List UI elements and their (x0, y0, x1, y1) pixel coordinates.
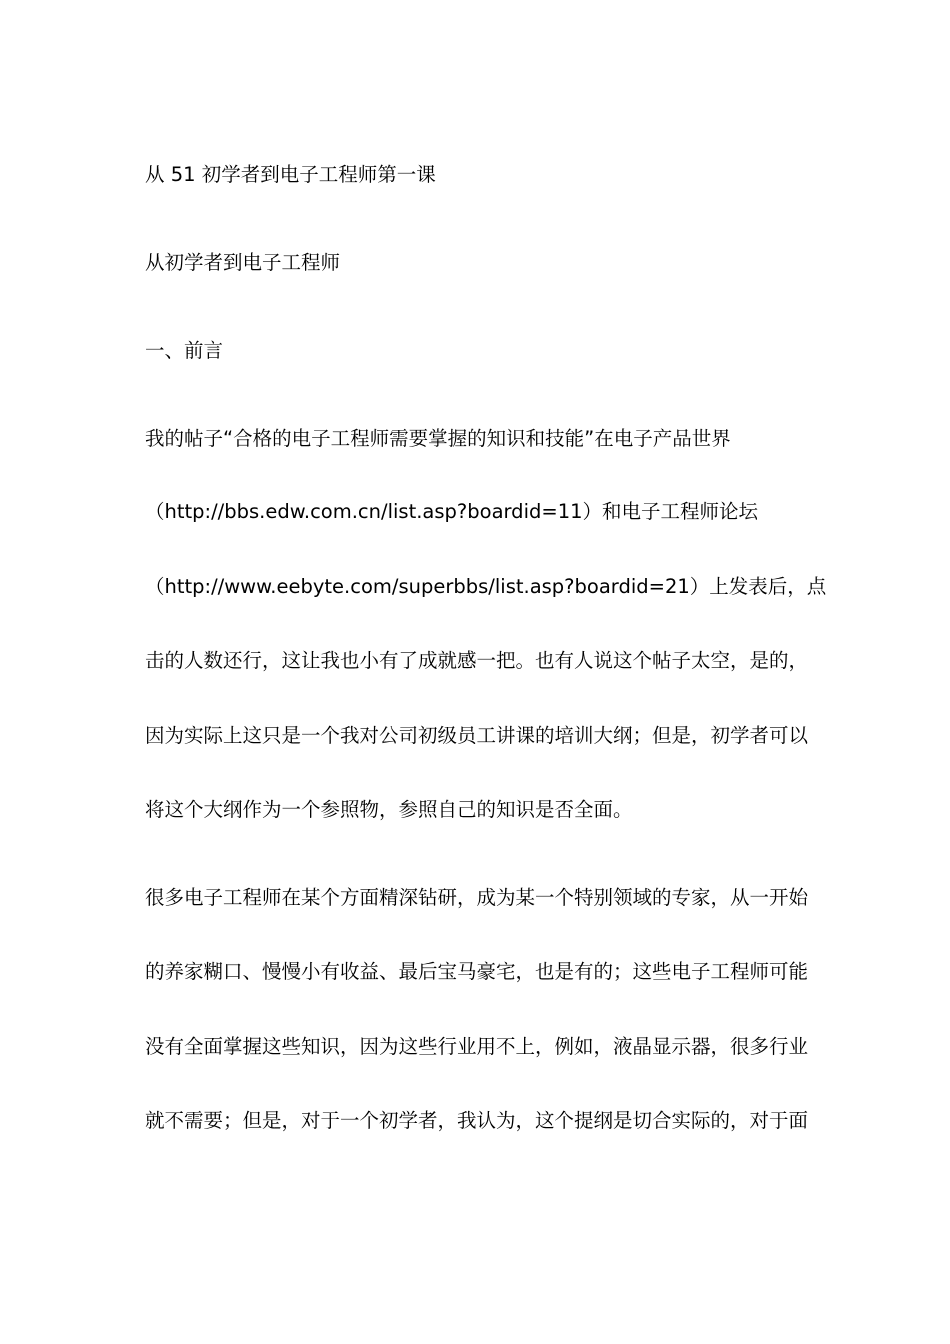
document-subtitle: 从初学者到电子工程师 (145, 251, 341, 274)
document-title: 从 51 初学者到电子工程师第一课 (145, 163, 436, 186)
paragraph-line: 没有全面掌握这些知识，因为这些行业用不上，例如，液晶显示器，很多行业 (145, 1035, 809, 1058)
paragraph-line: （http://www.eebyte.com/superbbs/list.asp?boardid=21）上发表后，点 (145, 575, 827, 598)
paragraph-line: 击的人数还行，这让我也小有了成就感一把。也有人说这个帖子太空，是的， (145, 649, 809, 672)
paragraph-line: 我的帖子“合格的电子工程师需要掌握的知识和技能”在电子产品世界 (145, 427, 731, 450)
paragraph-line: 因为实际上这只是一个我对公司初级员工讲课的培训大纲；但是，初学者可以 (145, 724, 809, 747)
paragraph-line: 的养家糊口、慢慢小有收益、最后宝马豪宅，也是有的；这些电子工程师可能 (145, 960, 809, 983)
paragraph-line: 很多电子工程师在某个方面精深钻研，成为某一个特别领域的专家，从一开始 (145, 886, 809, 909)
paragraph-line: 将这个大纲作为一个参照物，参照自己的知识是否全面。 (145, 798, 633, 821)
section-heading: 一、前言 (145, 339, 224, 362)
paragraph-line: （http://bbs.edw.com.cn/list.asp?boardid=11）和电子工程师论坛 (145, 500, 759, 523)
paragraph-line: 就不需要；但是，对于一个初学者，我认为，这个提纲是切合实际的，对于面 (145, 1109, 809, 1132)
